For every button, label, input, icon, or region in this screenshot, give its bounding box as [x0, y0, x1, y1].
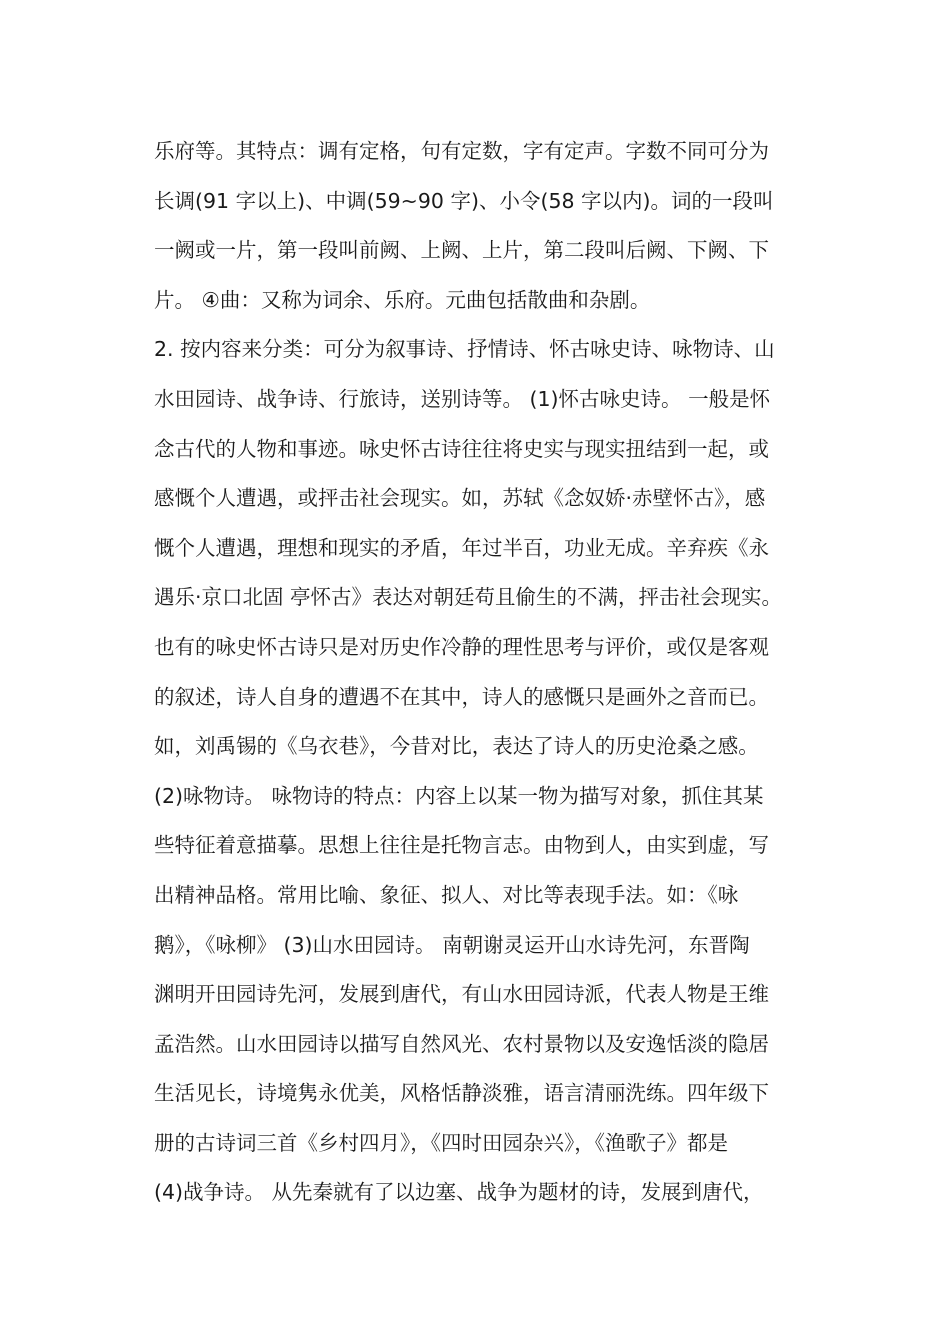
text-line: 片。 ④曲：又称为词余、乐府。元曲包括散曲和杂剧。	[154, 287, 651, 312]
text-line: 鹅》，《咏柳》 (3)山水田园诗。 南朝谢灵运开山水诗先河，东晋陶	[154, 932, 750, 957]
text-line: 如，刘禹锡的《乌衣巷》，今昔对比，表达了诗人的历史沧桑之感。	[154, 734, 759, 759]
text-line: 些特征着意描摹。思想上往往是托物言志。由物到人，由实到虚，写	[154, 833, 769, 858]
text-line: 出精神品格。常用比喻、象征、拟人、对比等表现手法。如：《咏	[154, 882, 739, 907]
text-line: 册的古诗词三首《乡村四月》，《四时田园杂兴》，《渔歌子》都是	[154, 1130, 728, 1155]
text-line: 遇乐·京口北固 亭怀古》表达对朝廷苟且偷生的不满，抨击社会现实。	[154, 585, 783, 610]
body-text	[154, 127, 814, 1218]
text-line: 渊明开田园诗先河，发展到唐代，有山水田园诗派，代表人物是王维	[154, 982, 769, 1007]
text-line: 也有的咏史怀古诗只是对历史作冷静的理性思考与评价，或仅是客观	[154, 634, 769, 659]
text-line: 生活见长，诗境隽永优美，风格恬静淡雅，语言清丽洗练。四年级下	[154, 1081, 769, 1106]
text-line: (2)咏物诗。 咏物诗的特点：内容上以某一物为描写对象，抓住其某	[154, 783, 764, 808]
text-line: 水田园诗、战争诗、行旅诗，送别诗等。 (1)怀古咏史诗。 一般是怀	[154, 386, 771, 411]
text-line: 感慨个人遭遇，或抨击社会现实。如，苏轼《念奴娇·赤壁怀古》，感	[154, 486, 766, 511]
text-line: 孟浩然。山水田园诗以描写自然风光、农村景物以及安逸恬淡的隐居	[154, 1031, 769, 1056]
text-line: 长调(91 字以上)、中调(59~90 字)、小令(58 字以内)。词的一段叫	[154, 188, 774, 213]
text-line: 慨个人遭遇，理想和现实的矛盾，年过半百，功业无成。辛弃疾《永	[154, 535, 769, 560]
text-line: (4)战争诗。 从先秦就有了以边塞、战争为题材的诗，发展到唐代，	[154, 1180, 764, 1205]
text-line: 一阙或一片，第一段叫前阙、上阙、上片，第二段叫后阙、下阙、下	[154, 238, 769, 263]
text-line: 的叙述，诗人自身的遭遇不在其中，诗人的感慨只是画外之音而已。	[154, 684, 769, 709]
text-line: 2. 按内容来分类：可分为叙事诗、抒情诗、怀古咏史诗、咏物诗、山	[154, 337, 775, 362]
text-line: 念古代的人物和事迹。咏史怀古诗往往将史实与现实扭结到一起，或	[154, 436, 769, 461]
text-line: 乐府等。其特点：调有定格，句有定数，字有定声。字数不同可分为	[154, 139, 769, 163]
